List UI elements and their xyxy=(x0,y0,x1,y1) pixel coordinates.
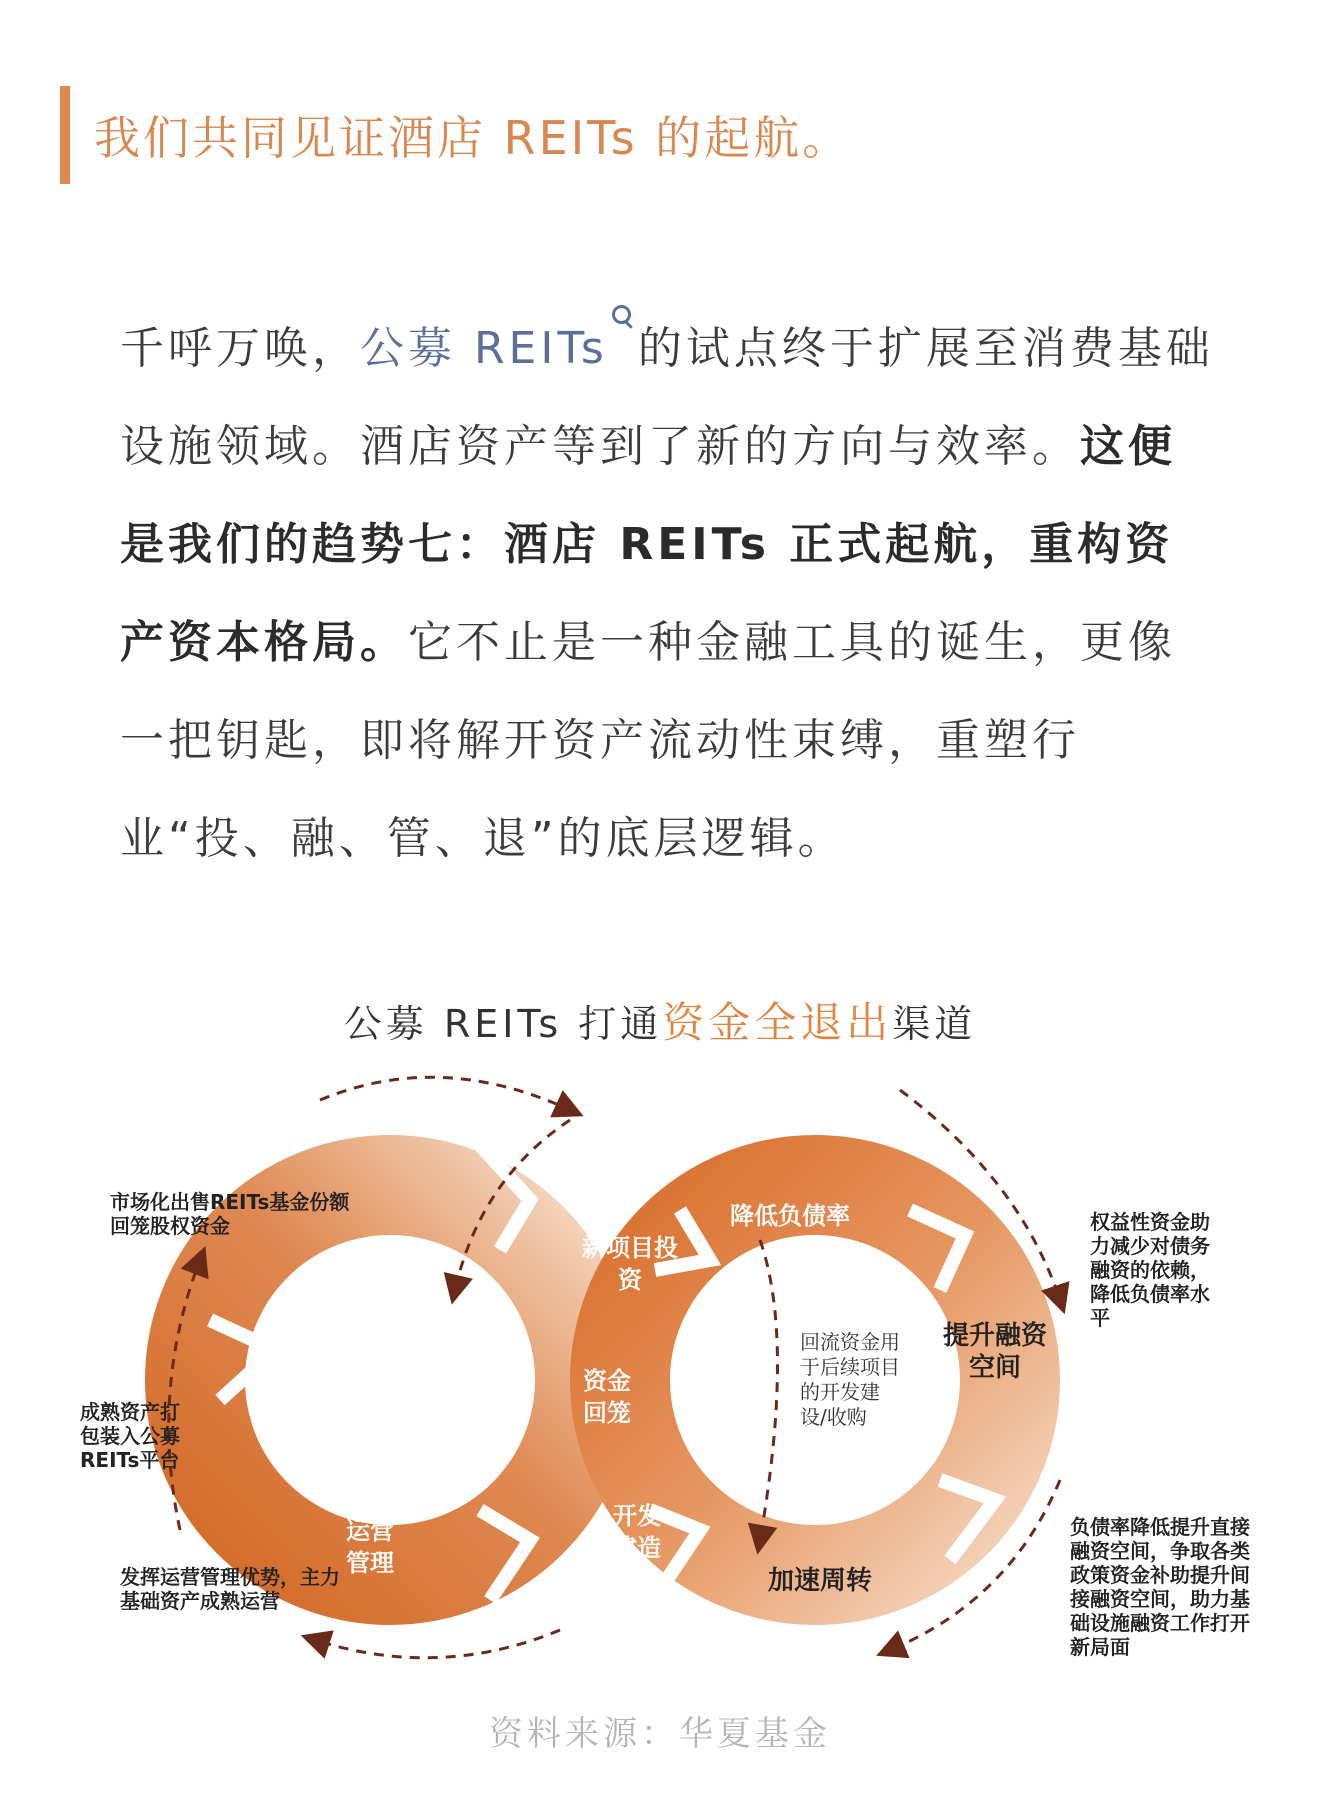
diagram-title-suffix: 渠道 xyxy=(892,1002,977,1046)
reits-cycle-diagram xyxy=(60,1060,1260,1680)
note-bottom-right: 负债率降低提升直接融资空间，争取各类政策资金补助提升间接融资空间，助力基础设施融资工作打开新局面 xyxy=(1070,1515,1250,1659)
diagram-title-prefix: 公募 REITs 打通 xyxy=(343,1002,663,1046)
segment-financing-space: 提升融资空间 xyxy=(942,1321,1047,1383)
note-mid-left: 成熟资产打包装入公募REITs平台 xyxy=(80,1400,180,1472)
bottom-arrow xyxy=(315,1630,560,1658)
reits-link[interactable]: 公募 REITs xyxy=(360,323,608,374)
top-arrow xyxy=(320,1077,570,1110)
source-caption: 资料来源：华夏基金 xyxy=(489,1714,831,1754)
paragraph-bold: 这便是我们的趋势七：酒店 REITs 正式起航，重构资产资本格局。 xyxy=(120,421,1176,668)
note-top-left: 市场化出售REITs基金份额回笼股权资金 xyxy=(110,1190,350,1238)
paragraph-text-3: 它不止是一种金融工具的诞生，更像一把钥匙，即将解开资产流动性束缚，重塑行业“投、融、管、退”的底层逻辑。 xyxy=(120,617,1176,864)
segment-capital-return: 资金回笼 xyxy=(583,1367,631,1427)
segment-reduce-debt: 降低负债率 xyxy=(730,1202,850,1230)
article-heading: 我们共同见证酒店 REITs 的起航。 xyxy=(60,86,1260,184)
diagram-title xyxy=(0,990,1320,1050)
segment-turnover: 加速周转 xyxy=(767,1566,872,1596)
segment-capital-exit: 资金退出 xyxy=(322,1277,418,1305)
note-top-right: 权益性资金助力减少对债务融资的依赖，降低负债率水平 xyxy=(1090,1210,1210,1330)
note-bottom-left: 发挥运营管理优势，主力基础资产成熟运营 xyxy=(120,1565,340,1613)
center-note: 回流资金用于后续项目的开发建设/收购 xyxy=(800,1330,900,1429)
article-paragraph xyxy=(120,300,1220,888)
paragraph-text-1: 千呼万唤， xyxy=(120,323,360,374)
segment-new-investment: 新项目投资 xyxy=(582,1234,678,1294)
paragraph-text-2: 的试点终于扩展至消费基础设施领域。酒店资产等到了新的方向与效率。 xyxy=(120,323,1214,472)
segment-operation: 运营管理 xyxy=(346,1517,394,1577)
segment-development: 开发建造 xyxy=(613,1502,661,1562)
diagram-title-highlight: 资金全退出 xyxy=(662,998,893,1047)
search-icon[interactable] xyxy=(612,305,634,333)
